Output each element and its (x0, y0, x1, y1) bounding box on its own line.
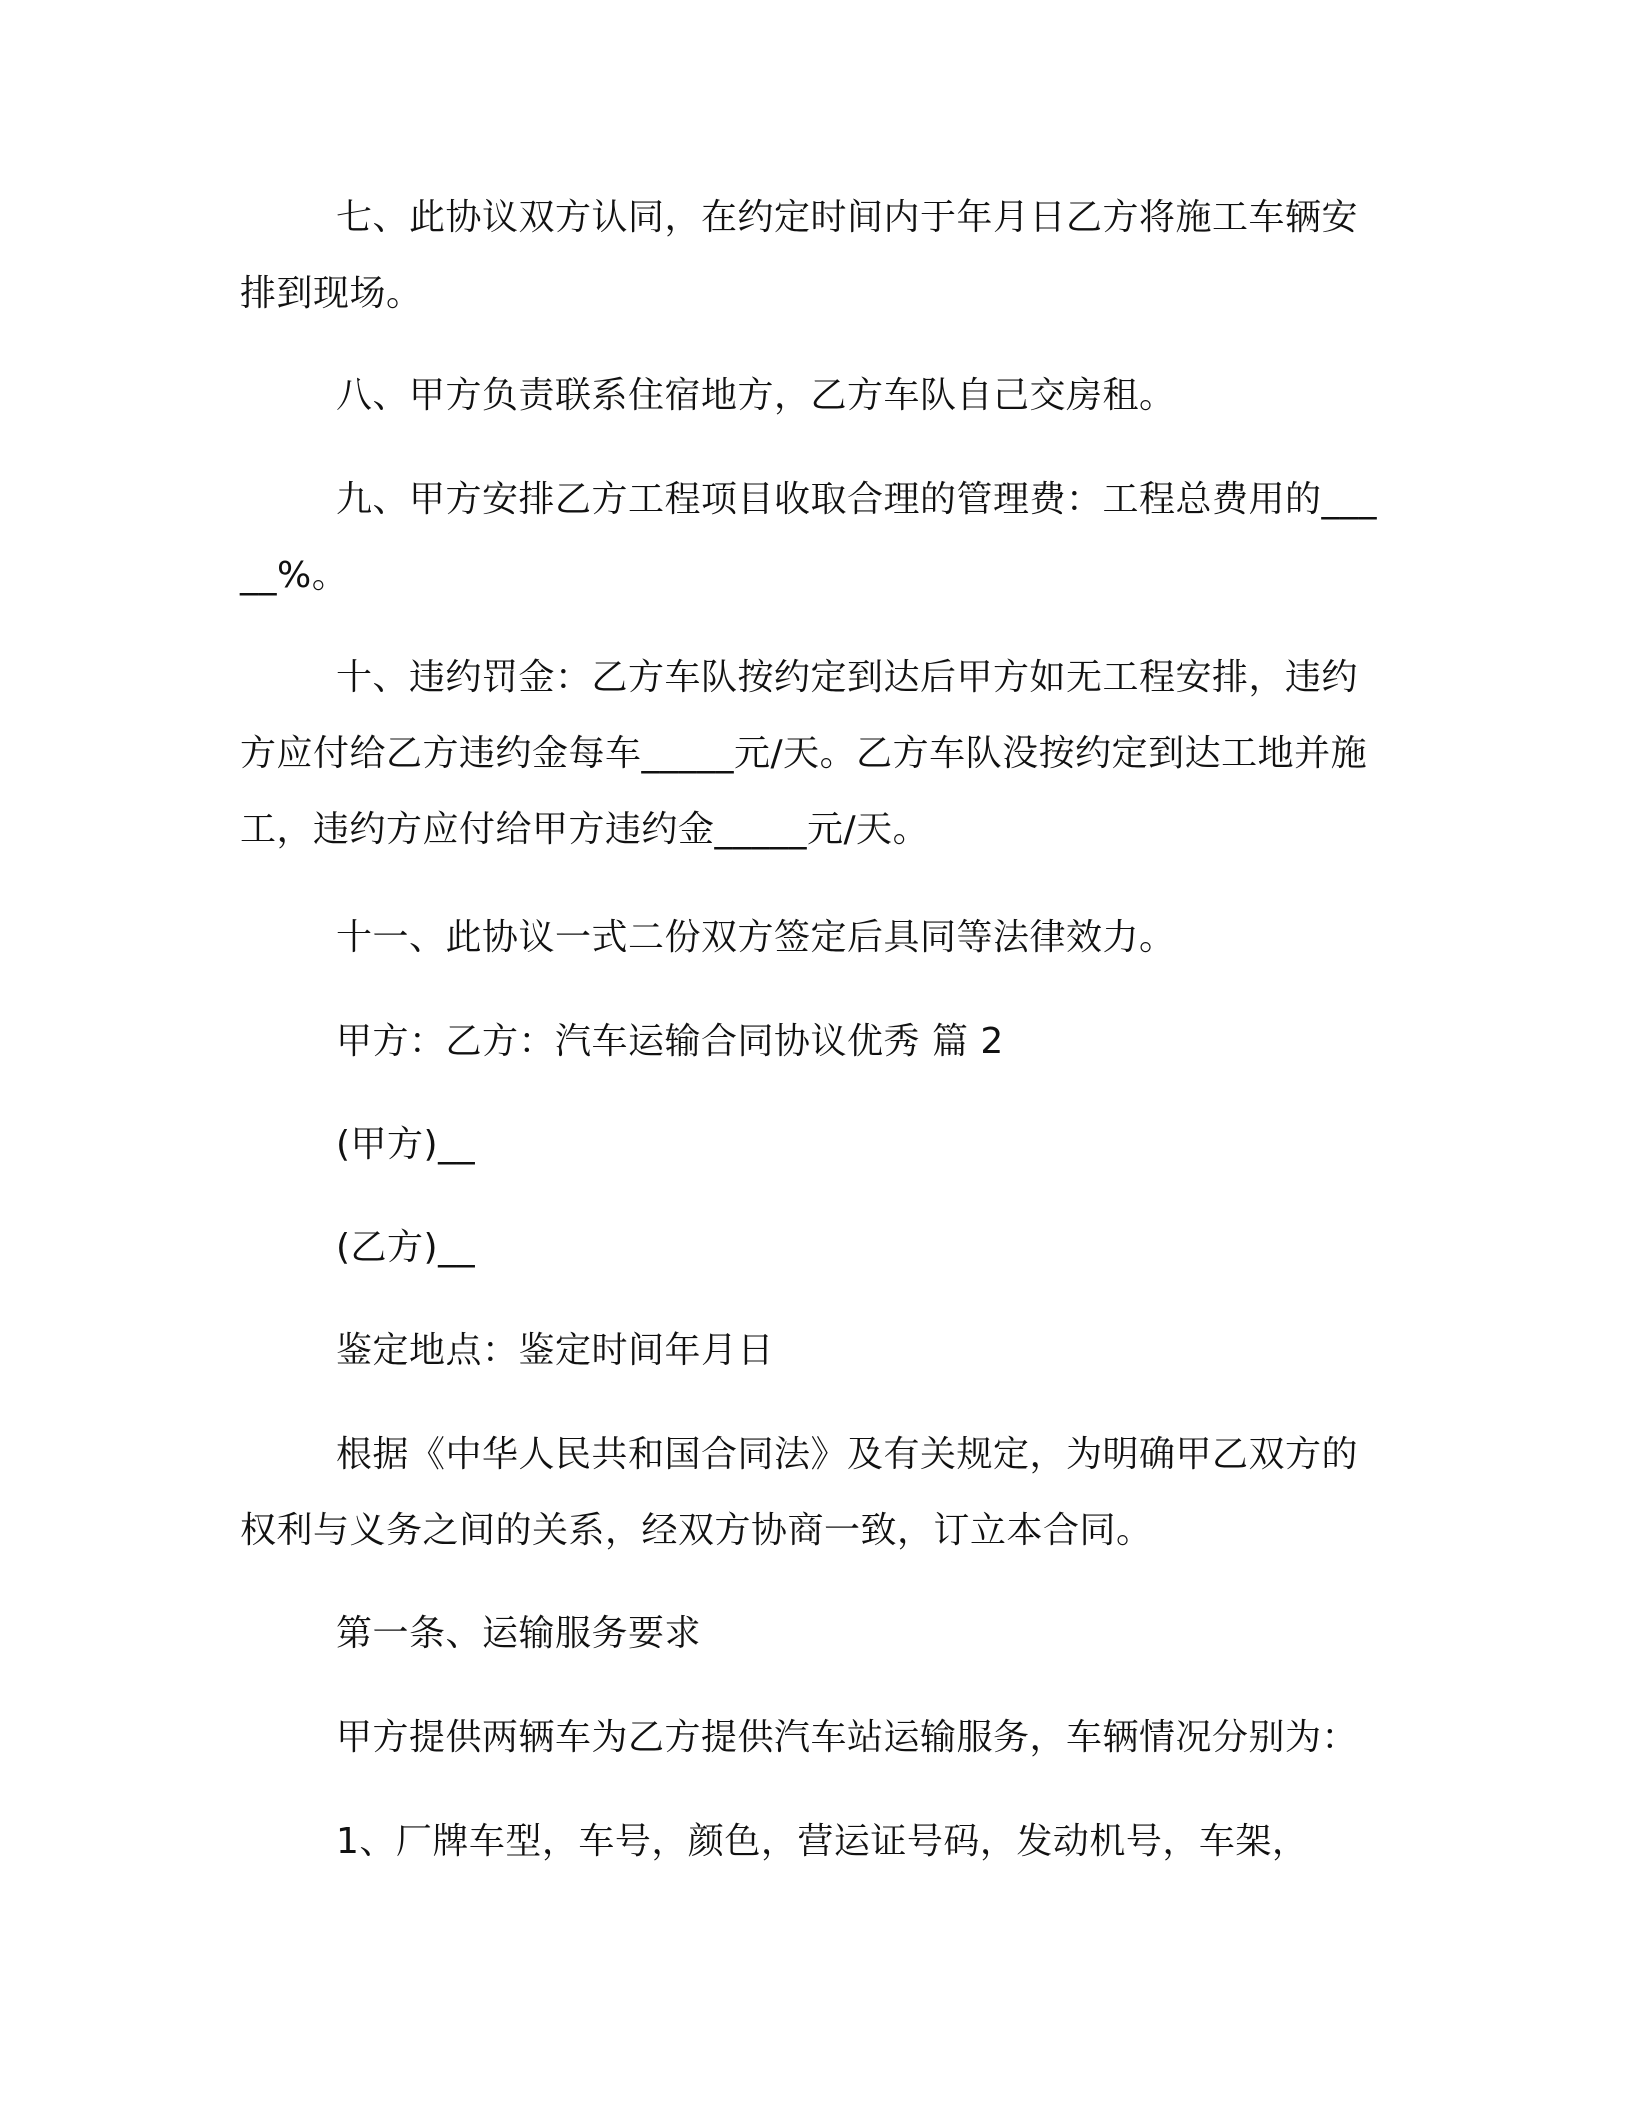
party-a-field: (甲方)__ (336, 1124, 476, 1165)
party-b-field: (乙方)__ (336, 1227, 476, 1268)
signature-line: 甲方：乙方：汽车运输合同协议优秀 篇 2 (336, 1021, 1004, 1062)
signing-place-time: 鉴定地点：鉴定时间年月日 (336, 1330, 775, 1371)
clause-11: 十一、此协议一式二份双方签定后具同等法律效力。 (336, 917, 1176, 958)
clause-10: 十、违约罚金：乙方车队按约定到达后甲方如无工程安排，违约方应付给乙方违约金每车_____元/天。乙方车队没按约定到达工地并施工，违约方应付给甲方违约金_____元/天。 (240, 657, 1368, 850)
clause-7: 七、此协议双方认同，在约定时间内于年月日乙方将施工车辆安排到现场。 (240, 197, 1359, 314)
article-1-intro: 甲方提供两辆车为乙方提供汽车站运输服务，车辆情况分别为： (336, 1717, 1359, 1758)
preamble: 根据《中华人民共和国合同法》及有关规定，为明确甲乙双方的权利与义务之间的关系，经双方协商一致，订立本合同。 (240, 1434, 1359, 1551)
clause-9: 九、甲方安排乙方工程项目收取合理的管理费：工程总费用的_____%。 (240, 479, 1378, 596)
article-1-heading: 第一条、运输服务要求 (336, 1613, 702, 1654)
vehicle-info-item-1: 1、厂牌车型，车号，颜色，营运证号码，发动机号，车架， (336, 1821, 1309, 1862)
clause-8: 八、甲方负责联系住宿地方，乙方车队自己交房租。 (336, 375, 1176, 416)
